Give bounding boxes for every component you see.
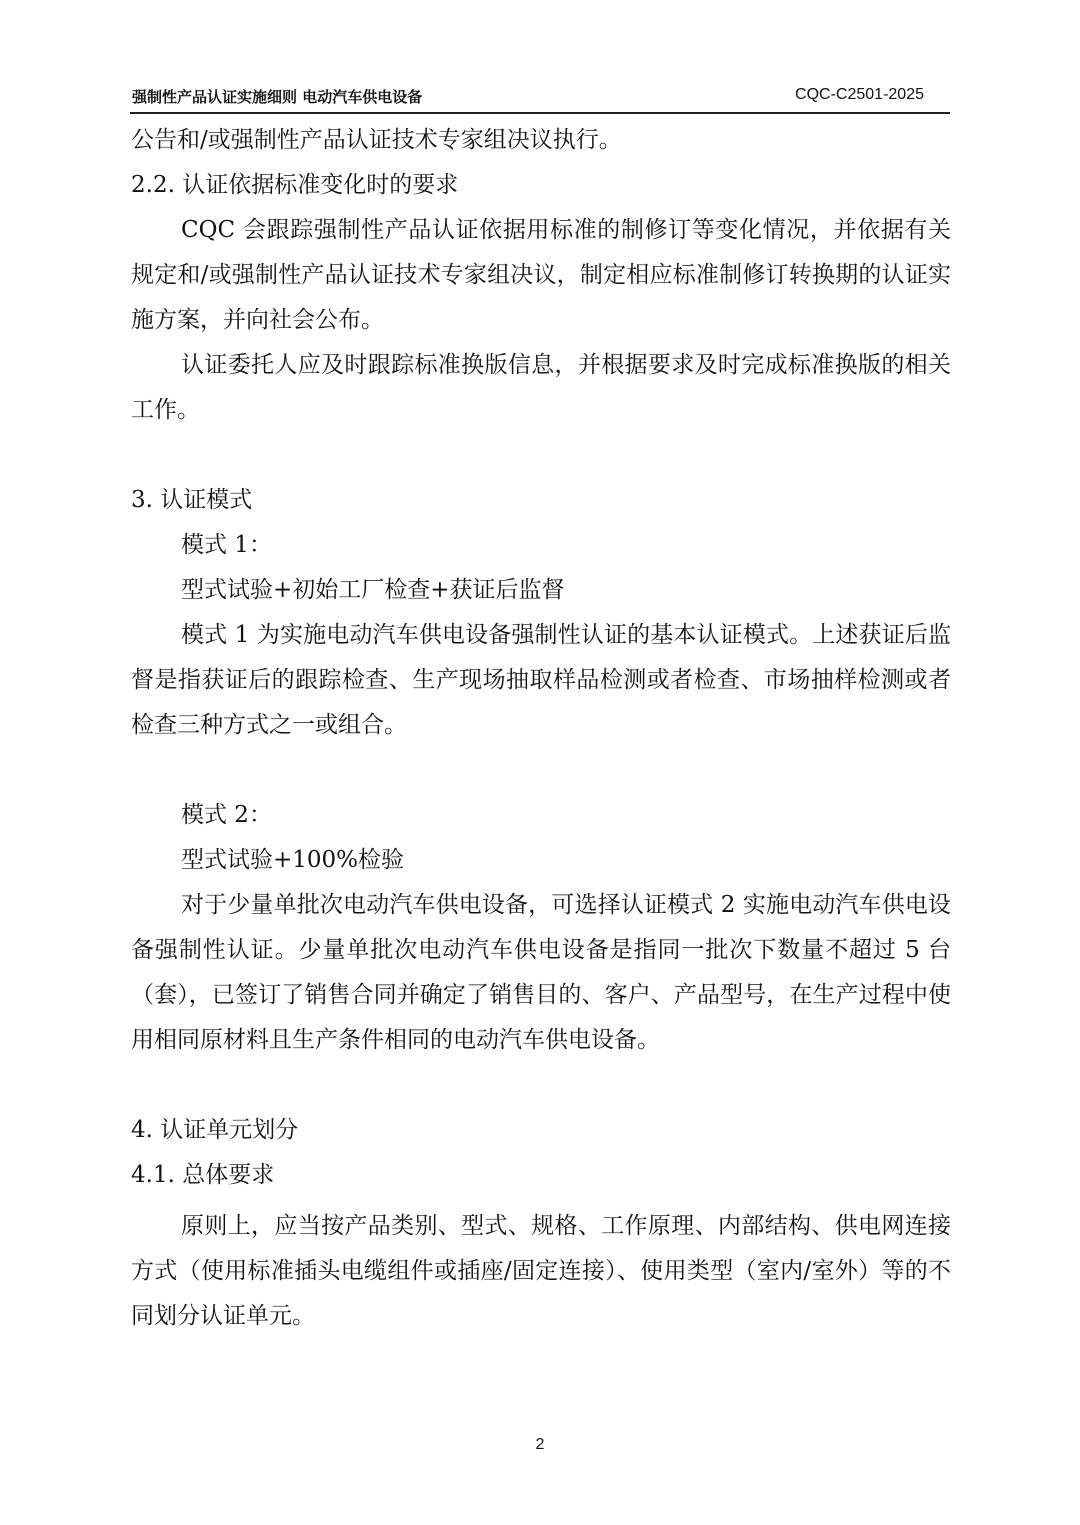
paragraph-4-1-1: 原则上，应当按产品类别、型式、规格、工作原理、内部结构、供电网连接方式（使用标准插头电缆组件或插座/固定连接）、使用类型（室内/室外）等的不同划分认证单元。	[131, 1213, 951, 1329]
blank-line	[131, 433, 951, 478]
paragraph-2-2-2: 认证委托人应及时跟踪标准换版信息，并根据要求及时完成标准换版的相关工作。	[131, 352, 951, 423]
section-heading-4-1: 4.1. 总体要求	[131, 1162, 275, 1188]
page-header	[130, 84, 950, 114]
continuation-paragraph: 公告和/或强制性产品认证技术专家组决议执行。	[131, 127, 622, 153]
mode2-description: 对于少量单批次电动汽车供电设备，可选择认证模式 2 实施电动汽车供电设备强制性认证。少量单批次电动汽车供电设备是指同一批次下数量不超过 5 台（套），已签订了销售合同并确定了销售目的、客户、产品型号，在生产过程中使用相同原材料且生产条件相同的电动汽车供电设备。	[131, 892, 951, 1053]
document-code: CQC-C2501-2025	[795, 86, 924, 103]
section-heading-2-2: 2.2. 认证依据标准变化时的要求	[131, 172, 459, 198]
document-title: 强制性产品认证实施细则 电动汽车供电设备	[132, 88, 423, 106]
mode2-formula: 型式试验+100%检验	[181, 847, 405, 873]
paragraph-2-2-1: CQC 会跟踪强制性产品认证依据用标准的制修订等变化情况，并依据有关规定和/或强制性产品认证技术专家组决议，制定相应标准制修订转换期的认证实施方案，并向社会公布。	[131, 217, 951, 333]
section-heading-3: 3. 认证模式	[131, 487, 253, 513]
blank-line	[131, 1063, 951, 1108]
mode2-label: 模式 2：	[181, 802, 272, 828]
page-footer	[0, 1436, 1080, 1454]
mode1-description: 模式 1 为实施电动汽车供电设备强制性认证的基本认证模式。上述获证后监督是指获证后的跟踪检查、生产现场抽取样品检测或者检查、市场抽样检测或者检查三种方式之一或组合。	[131, 622, 951, 738]
page-number: 2	[535, 1436, 545, 1453]
mode1-formula: 型式试验+初始工厂检查+获证后监督	[181, 577, 565, 603]
document-body	[131, 118, 951, 1339]
blank-line	[131, 748, 951, 793]
mode1-label: 模式 1：	[181, 532, 272, 558]
section-heading-4: 4. 认证单元划分	[131, 1117, 299, 1143]
